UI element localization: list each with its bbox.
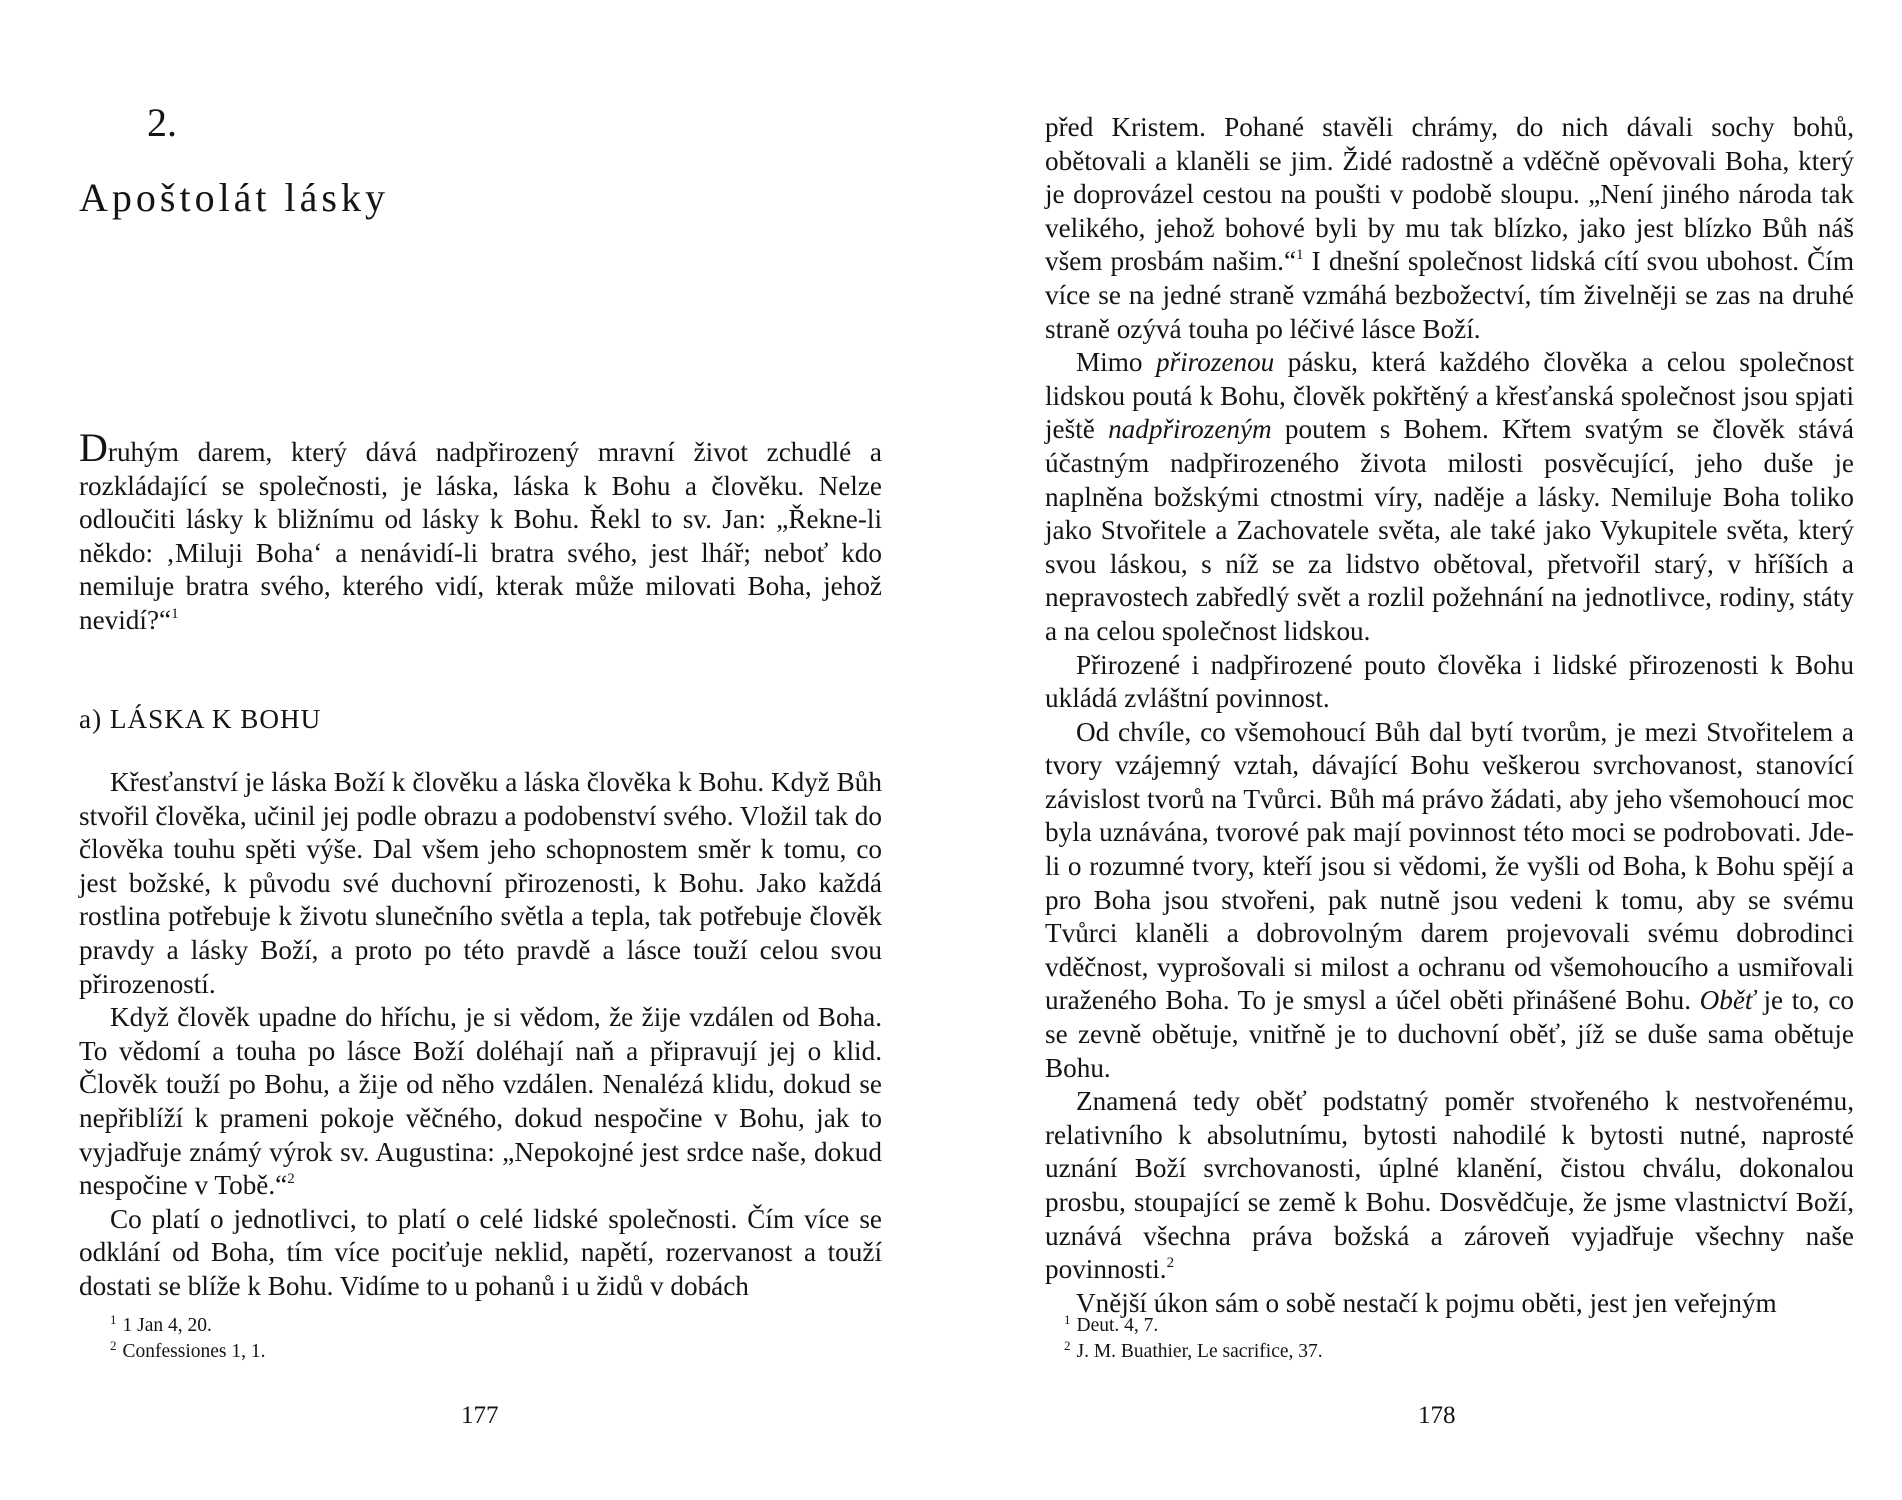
chapter-title: Apoštolát lásky xyxy=(79,175,389,220)
intro-text: ruhým darem, který dává nadpřirozený mravní život zchudlé a rozkládající se společnosti, je láska, láska k Bohu a člověku. Nelze odloučiti lásky k bližnímu od lásky k Bohu. Řekl to sv. Jan: „Řekne-li někdo: ‚Miluji Boha‘ a nenávidí-li bratra svého, jest lhář; neboť kdo nemiluje bratra svého, kterého vidí, kterak může milovati Boha, jehož nevidí?“ xyxy=(79,437,882,635)
right-body-text xyxy=(1045,111,1854,1320)
page-number: 178 xyxy=(1418,1402,1456,1429)
body-paragraph: Mimo přirozenou pásku, která každého člověka a celou společnost lidskou poutá k Bohu, člověk pokřtěný a křesťanská společnost jsou spjati ještě nadpřirozeným poutem s Bohem. Křtem svatým se člověk stává účastným nadpřirozeného života milosti posvěcující, jeho duše je naplněna božskými ctnostmi víry, naděje a lásky. Nemiluje Boha toliko jako Stvořitele a Zachovatele světa, ale také jako Vykupitele světa, který svou láskou, s níž se za lidstvo obětoval, přetvořil starý, v hříších a nepravostech zabředlý svět a rozlil požehnání na jednotlivce, rodiny, státy a na celou společnost lidskou. xyxy=(1045,347,1854,646)
body-paragraph: před Kristem. Pohané stavěli chrámy, do nich dávali sochy bohů, obětovali a klaněli se jim. Židé radostně a vděčně opěvovali Boha, který je doprovázel cestou na poušti v podobě sloupu. „Není jiného národa tak velikého, jehož bohové byli by mu tak blízko, jako jest blízko Bůh náš všem prosbám našim.“$^1$ I dnešní společnost lidská cítí svou ubohost. Čím více se na jedné straně vzmáhá bezbožectví, tím živelněji se zas na druhé straně ozývá touha po léčivé lásce Boží. xyxy=(1045,112,1854,344)
footnotes xyxy=(1064,1313,1323,1365)
chapter-number: 2. xyxy=(147,100,177,145)
footnote-ref: 2 xyxy=(287,1171,295,1188)
footnote-ref: 1 xyxy=(1296,247,1304,264)
page-number: 177 xyxy=(461,1402,499,1429)
left-body-text xyxy=(79,766,882,1304)
footnotes xyxy=(110,1313,266,1365)
drop-cap: D xyxy=(79,425,108,470)
body-paragraph: Znamená tedy oběť podstatný poměr stvořeného k nestvořenému, relativního k absolutnímu, bytosti nahodilé k bytosti nutné, naprosté uznání Boží svrchovanosti, úplné klanění, čistou chválu, dokonalou prosbu, stoupající se země k Bohu. Dosvědčuje, že jsme vlastnictví Boží, uznává všechna práva božská a zároveň vyjadřuje všechny naše povinnosti.$^2$ xyxy=(1045,1086,1854,1285)
body-paragraph: Od chvíle, co všemohoucí Bůh dal bytí tvorům, je mezi Stvořitelem a tvory vzájemný vztah, dávající Bohu veškerou svrchovanost, stanovící závislost tvorů na Tvůrci. Bůh má právo žádati, aby jeho všemohoucí moc byla uznávána, tvorové pak mají povinnost této moci se podrobovati. Jde-li o rozumné tvory, kteří jsou si vědomi, že vyšli od Boha, k Bohu spějí a pro Boha jsou stvořeni, pak nutně jsou vedeni k tomu, aby se svému Tvůrci klaněli a dobrovolným darem projevovali svému dobrodinci vděčnost, vyprošovali si milost a ochranu od všemohoucího a usmiřovali uraženého Boha. To je smysl a účel oběti přinášené Bohu. Oběť je to, co se zevně obětuje, vnitřně je to duchovní oběť, jíž se duše sama obětuje Bohu. xyxy=(1045,716,1854,1083)
footnote: $^1$ 1 Jan 4, 20. xyxy=(110,1312,212,1336)
intro-paragraph xyxy=(79,425,882,638)
body-paragraph: Když člověk upadne do hříchu, je si vědom, že žije vzdálen od Boha. To vědomí a touha po lásce Boží doléhají naň a připravují jej o klid. Člověk touží po Bohu, a žije od něho vzdálen. Nenalézá klidu, dokud se nepřiblíží k prameni pokoje věčného, dokud nespočine v Bohu, jak to vyjadřuje známý výrok sv. Augustina: „Nepokojné jest srdce naše, dokud nespočine v Tobě.“$^2$ xyxy=(79,1002,882,1201)
body-paragraph: Vnější úkon sám o sobě nestačí k pojmu oběti, jest jen veřejným xyxy=(1076,1287,1777,1318)
body-paragraph: Křesťanství je láska Boží k člověku a láska člověka k Bohu. Když Bůh stvořil člověka, učinil jej podle obrazu a podobenství svého. Vložil tak do člověka touhu spěti výše. Dal všem jeho schopnostem směr k tomu, co jest božské, k původu své duchovní přirozenosti, k Bohu. Jako každá rostlina potřebuje k životu slunečního světla a tepla, tak potřebuje člověk pravdy a lásky Boží, a proto po této pravdě a lásce touží celou svou přirozeností. xyxy=(79,767,882,999)
footnote: $^2$ J. M. Buathier, Le sacrifice, 37. xyxy=(1064,1338,1323,1362)
footnote-ref: 2 xyxy=(1166,1255,1175,1272)
section-heading: a) LÁSKA K BOHU xyxy=(79,704,322,734)
right-page xyxy=(951,0,1902,1500)
footnote: $^1$ Deut. 4, 7. xyxy=(1064,1312,1159,1336)
footnote-ref: 1 xyxy=(171,605,179,622)
footnote: $^2$ Confessiones 1, 1. xyxy=(110,1338,266,1362)
body-paragraph: Přirozené i nadpřirozené pouto člověka i lidské přirozenosti k Bohu ukládá zvláštní povinnost. xyxy=(1045,649,1854,714)
body-paragraph: Co platí o jednotlivci, to platí o celé lidské společnosti. Čím více se odklání od Boha, tím více pociťuje neklid, napětí, rozervanost a touží dostati se blíže k Bohu. Vidíme to u pohanů i u židů v dobách xyxy=(79,1203,882,1301)
